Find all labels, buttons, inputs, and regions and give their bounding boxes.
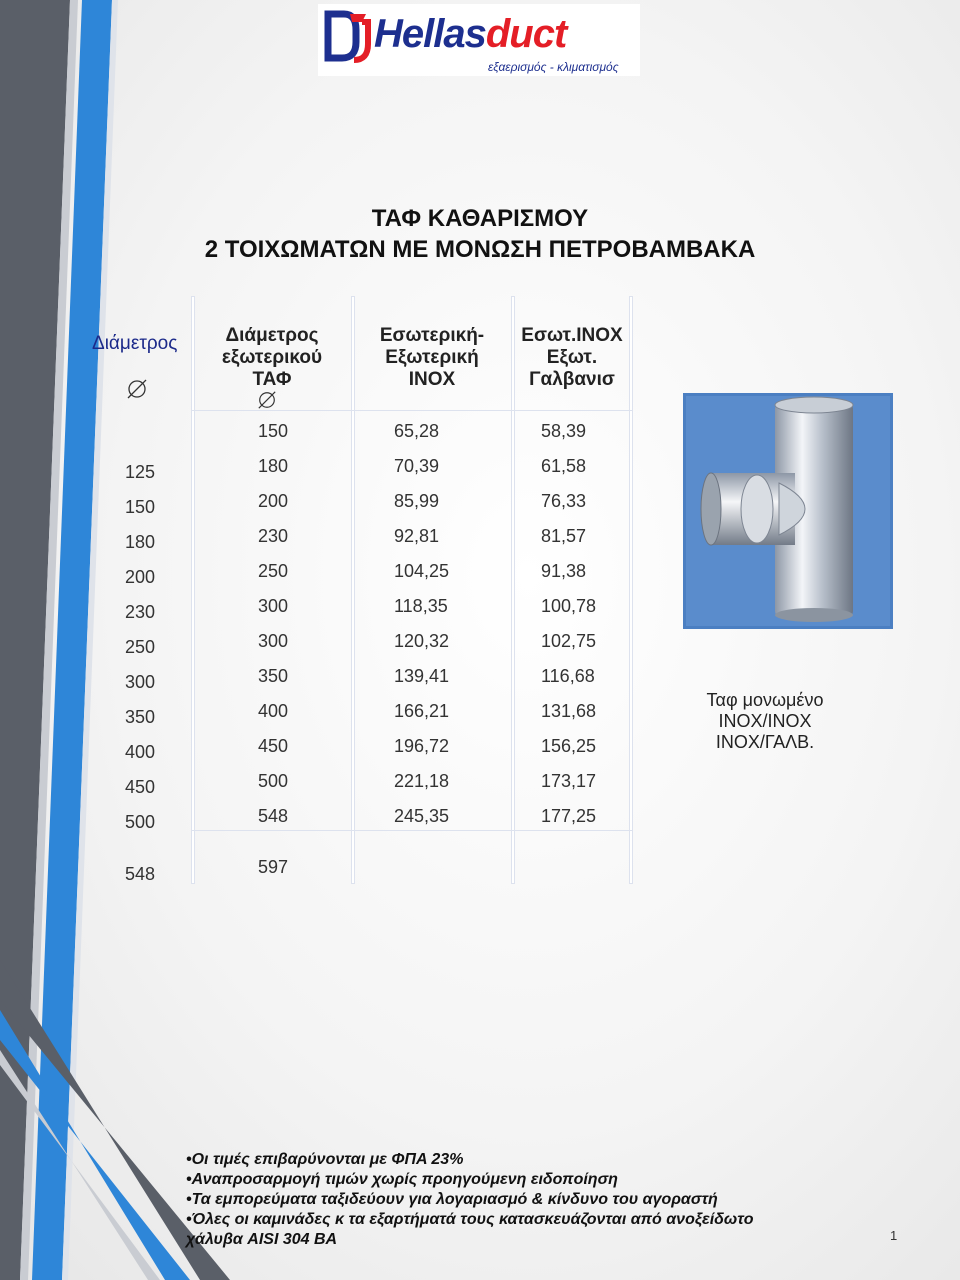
table-cell-price-inox: 92,81 (394, 526, 440, 546)
header-outer-diameter (212, 325, 332, 391)
page-title: ΤΑΦ ΚΑΘΑΡΙΣΜΟΥ (371, 205, 589, 232)
diameter-value: 400 (124, 742, 155, 762)
diameter-value: 180 (124, 532, 155, 552)
table-cell-price-galv: 131,68 (541, 701, 597, 721)
diameter-value: 548 (124, 864, 155, 884)
table-cell-price-galv: 156,25 (541, 736, 597, 756)
page-number: 1 (890, 1228, 898, 1243)
note-item: •Αναπροσαρμογή τιμών χωρίς προηγούμενη ειδοποίηση (186, 1171, 618, 1188)
table-cell-outer-diameter: 230 (258, 526, 289, 546)
brand-logo (318, 4, 640, 76)
header-inox-galv (512, 325, 632, 391)
diameter-value: 125 (124, 462, 155, 482)
table-cell-price-galv: 116,68 (541, 666, 595, 686)
diameter-value: 250 (124, 637, 155, 657)
table-cell-outer-diameter: 300 (258, 631, 289, 651)
table-cell-price-inox: 221,18 (394, 771, 450, 791)
header-outer-diameter-line1: Διάμετρος (225, 325, 319, 346)
table-cell-price-galv: 100,78 (541, 596, 597, 616)
header-inox-inox-line3: INOX (408, 369, 456, 390)
table-cell-outer-diameter: 450 (258, 736, 289, 756)
diameter-value: 150 (124, 497, 155, 517)
page-subtitle: 2 ΤΟΙΧΩΜΑΤΩΝ ΜΕ ΜΟΝΩΣΗ ΠΕΤΡΟΒΑΜΒΑΚΑ (204, 236, 756, 263)
table-cell-outer-diameter: 400 (258, 701, 289, 721)
diameter-value: 450 (124, 777, 155, 797)
table-cell-price-inox: 166,21 (394, 701, 450, 721)
table-cell-price-galv: 58,39 (541, 421, 587, 441)
table-cell-price-inox: 245,35 (394, 806, 450, 826)
hellasduct-logo-icon (322, 8, 372, 64)
table-cell-price-galv: 173,17 (541, 771, 597, 791)
table-cell-outer-diameter: 150 (258, 421, 289, 441)
diameter-value: 300 (124, 672, 155, 692)
table-cell-price-galv: 177,25 (541, 806, 597, 826)
table-cell-price-inox: 139,41 (394, 666, 450, 686)
note-item: •Οι τιμές επιβαρύνονται με ΦΠΑ 23% (186, 1151, 464, 1168)
diameter-icon (126, 378, 148, 400)
table-cell-price-galv: 61,58 (541, 456, 587, 476)
table-cell-price-inox: 118,35 (394, 596, 448, 616)
table-cell-price-galv: 91,38 (541, 561, 587, 581)
table-cell-price-galv: 76,33 (541, 491, 587, 511)
note-item: •Όλες οι καμινάδες κ τα εξαρτήματά τους κατασκευάζονται από ανοξείδωτο (186, 1211, 754, 1228)
table-cell-price-inox: 104,25 (394, 561, 450, 581)
table-cell-price-inox: 196,72 (394, 736, 450, 756)
diameter-value: 350 (124, 707, 155, 727)
product-caption-line: Ταφ μονωμένο (706, 690, 824, 710)
table-cell-price-inox: 65,28 (394, 421, 440, 441)
diameter-value: 500 (124, 812, 155, 832)
header-inox-galv-line3: Γαλβανισ (529, 369, 615, 390)
header-inox-inox-line2: Εξωτερική (385, 347, 479, 368)
table-cell-outer-diameter: 350 (258, 666, 289, 686)
table-cell-outer-diameter: 548 (258, 806, 289, 826)
table-cell-price-galv: 102,75 (541, 631, 597, 651)
brand-name-accent: duct (485, 12, 567, 56)
table-cell-outer-diameter: 500 (258, 771, 289, 791)
product-caption (680, 690, 850, 753)
header-inox-inox (362, 325, 502, 391)
header-inox-galv-line1: Εσωτ.INOX (521, 325, 623, 346)
table-cell-outer-diameter: 597 (258, 857, 289, 877)
terms-notes (186, 1150, 754, 1250)
table-cell-price-inox: 85,99 (394, 491, 440, 511)
note-item: χάλυβα AISI 304 BA (186, 1231, 338, 1248)
diameter-icon (257, 390, 277, 410)
product-caption-line: INOX/ΓΑΛΒ. (715, 732, 815, 752)
table-cell-outer-diameter: 250 (258, 561, 289, 581)
table-cell-price-inox: 70,39 (394, 456, 440, 476)
table-cell-price-inox: 120,32 (394, 631, 450, 651)
header-outer-diameter-line3: ΤΑΦ (252, 369, 292, 390)
header-inox-inox-line1: Εσωτερική- (379, 325, 485, 346)
diameter-value: 230 (124, 602, 155, 622)
note-item: •Τα εμπορεύματα ταξιδεύουν για λογαριασμό & κίνδυνο του αγοραστή (186, 1191, 718, 1208)
table-cell-outer-diameter: 200 (258, 491, 289, 511)
brand-name (374, 12, 566, 56)
table-cell-outer-diameter: 300 (258, 596, 289, 616)
product-photo (683, 393, 893, 629)
table-cell-outer-diameter: 180 (258, 456, 289, 476)
diameter-value: 200 (124, 567, 155, 587)
product-caption-line: INOX/INOX (718, 711, 812, 731)
brand-tagline: εξαερισμός - κλιματισμός (488, 60, 619, 74)
table-cell-price-galv: 81,57 (541, 526, 587, 546)
header-inox-galv-line2: Εξωτ. (546, 347, 598, 368)
diameter-column-header: Διάμετρος (92, 333, 178, 354)
header-outer-diameter-line2: εξωτερικού (221, 347, 323, 368)
brand-name-main: Hellas (374, 12, 486, 56)
